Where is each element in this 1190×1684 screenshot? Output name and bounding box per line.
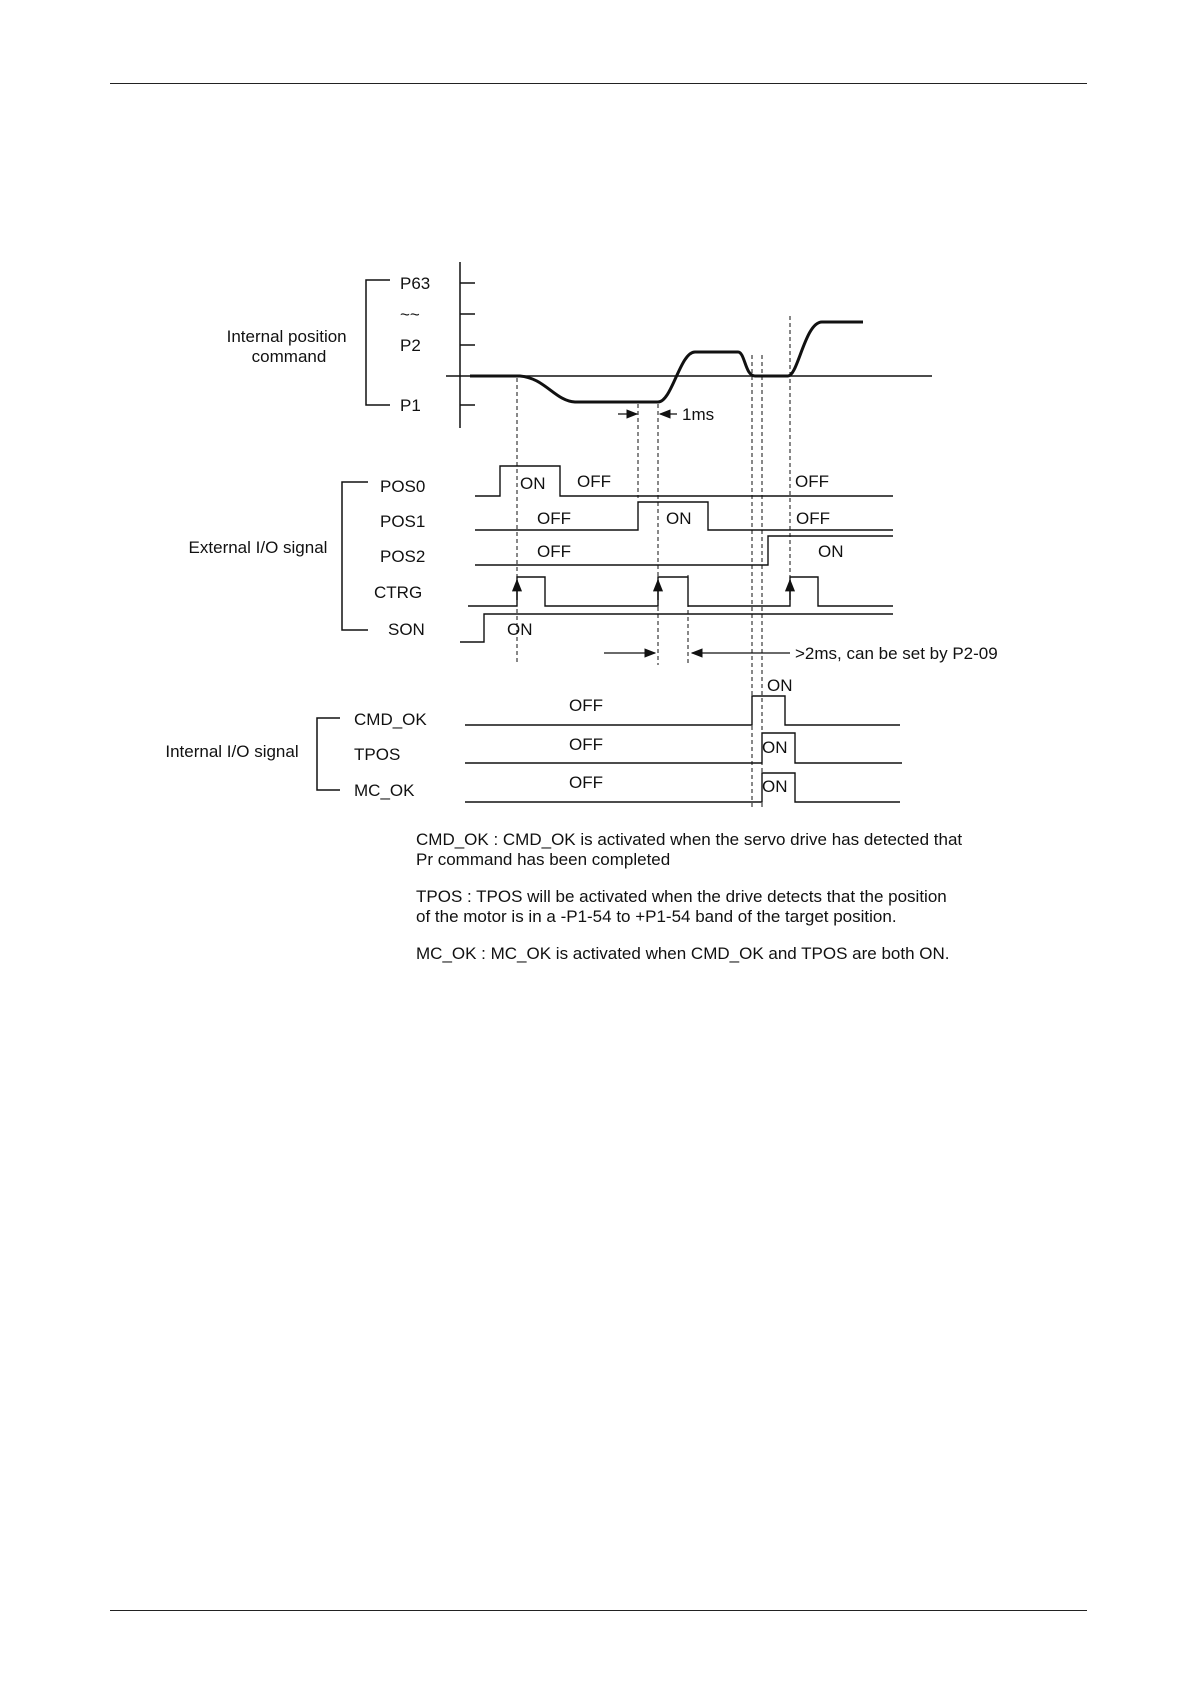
- signal-name-ctrg: CTRG: [374, 583, 423, 602]
- position-group-label: [227, 327, 352, 366]
- signal-name-mc-ok: MC_OK: [354, 781, 415, 800]
- position-bracket: [366, 280, 390, 405]
- timing-1ms-label: 1ms: [682, 405, 715, 424]
- level-label-p63: P63: [400, 274, 431, 293]
- timing-2ms-label: >2ms, can be set by P2-09: [795, 644, 998, 663]
- external-group-label: External I/O signal: [188, 538, 328, 557]
- tpos-state-off: OFF: [569, 735, 603, 754]
- mc-ok-state-on: ON: [762, 777, 788, 796]
- footer-rule: [110, 1610, 1087, 1611]
- signal-name-pos2: POS2: [380, 547, 426, 566]
- son-state-on: ON: [507, 620, 533, 639]
- cmd-ok-state-off: OFF: [569, 696, 603, 715]
- pos2-state-off: OFF: [537, 542, 571, 561]
- note-cmd-ok: CMD_OK : CMD_OK is activated when the servo drive has detected that Pr command has been completed: [416, 830, 963, 869]
- mc-ok-state-off: OFF: [569, 773, 603, 792]
- pos1-state-on: ON: [666, 509, 692, 528]
- pos0-state-off-1: OFF: [577, 472, 611, 491]
- level-label-p2: P2: [400, 336, 421, 355]
- pos1-state-off-1: OFF: [537, 509, 571, 528]
- position-group-line-2: command: [251, 347, 327, 366]
- signal-name-cmd-ok: CMD_OK: [354, 710, 427, 729]
- waveform-ctrg: [468, 577, 893, 606]
- waveform-cmd-ok: [465, 696, 900, 725]
- signal-name-tpos: TPOS: [354, 745, 401, 764]
- pos2-state-on: ON: [818, 542, 844, 561]
- internal-bracket: [317, 718, 340, 790]
- level-label-tilde: ~~: [400, 305, 420, 324]
- tpos-state-on: ON: [762, 738, 788, 757]
- position-group-line-1: Internal position: [226, 327, 347, 346]
- note-tpos: TPOS : TPOS will be activated when the drive detects that the position of the motor is in a -P1-54 to +P1-54 band of the target position.: [416, 887, 947, 926]
- position-command-curve: [470, 322, 863, 402]
- cmd-ok-state-on: ON: [767, 676, 793, 695]
- internal-group-label: Internal I/O signal: [165, 742, 299, 761]
- note-mc-ok: MC_OK : MC_OK is activated when CMD_OK and TPOS are both ON.: [416, 944, 950, 963]
- external-bracket: [342, 482, 368, 630]
- signal-notes: [416, 830, 1036, 982]
- signal-name-pos1: POS1: [380, 512, 426, 531]
- pos0-state-off-2: OFF: [795, 472, 829, 491]
- signal-name-pos0: POS0: [380, 477, 426, 496]
- pos0-state-on: ON: [520, 474, 546, 493]
- level-label-p1: P1: [400, 396, 421, 415]
- signal-name-son: SON: [388, 620, 425, 639]
- pos1-state-off-2: OFF: [796, 509, 830, 528]
- waveform-tpos: [465, 733, 902, 763]
- waveform-mc-ok: [465, 773, 900, 802]
